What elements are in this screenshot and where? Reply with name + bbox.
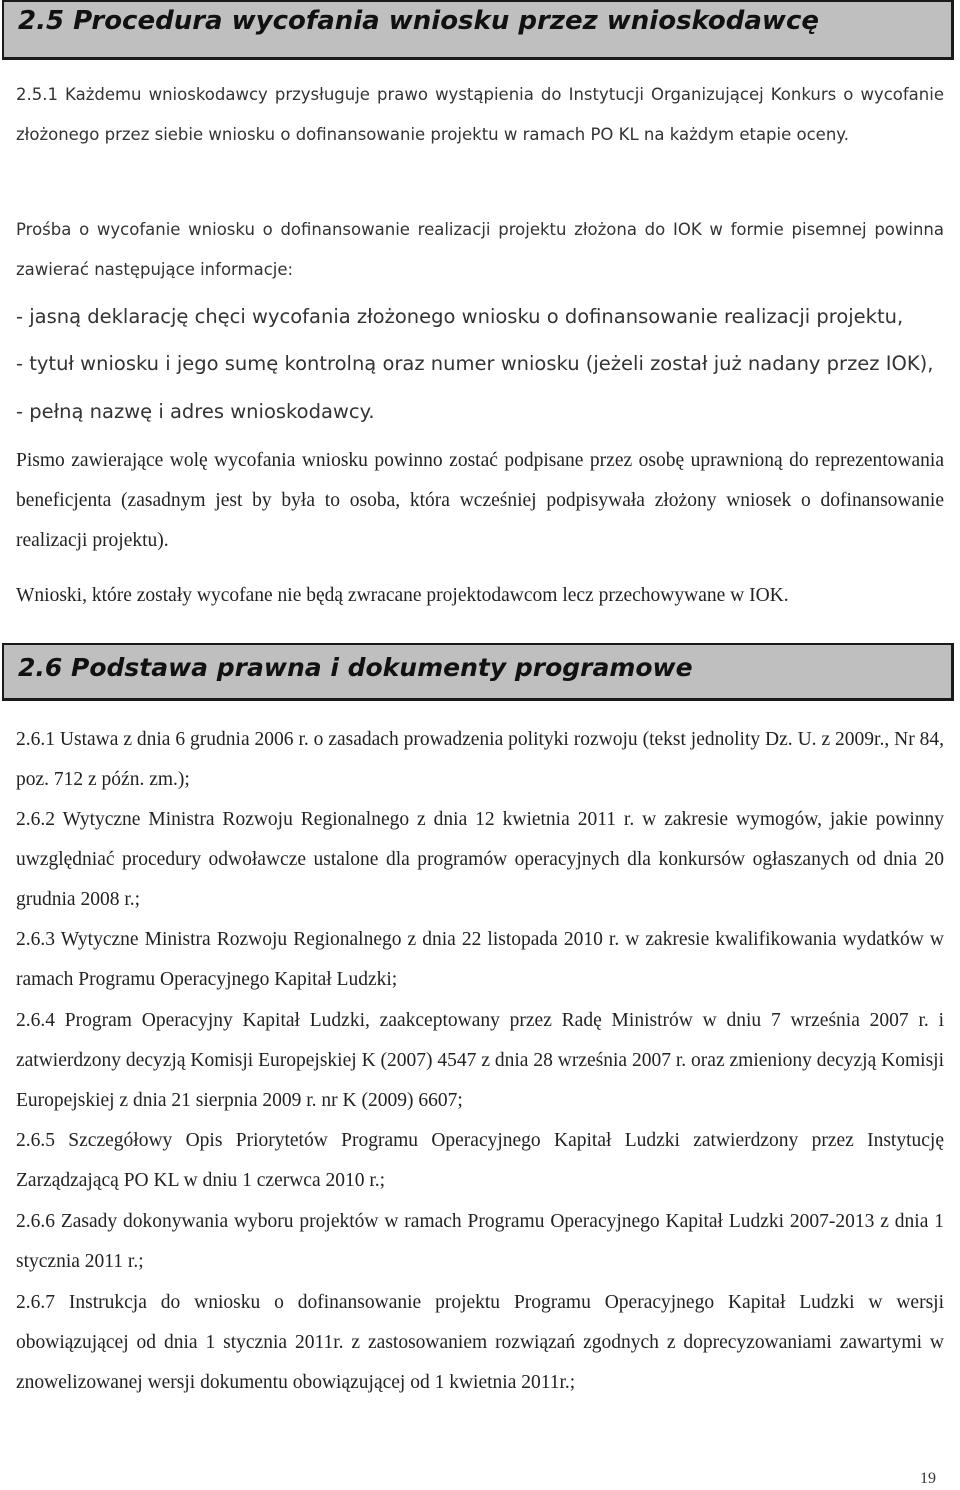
- storage-paragraph: Wnioski, które zostały wycofane nie będą zwracane projektodawcom lecz przechowywane w IOK.: [16, 585, 789, 606]
- signature-paragraph: Pismo zawierające wolę wycofania wniosku powinno zostać podpisane przez osobę uprawnioną do reprezentowania beneficjenta (zasadnym jest by była to osoba, która wcześniej podpisywała złożony wniosek o dofinansowanie realizacji projektu).: [16, 450, 944, 551]
- legal-item-2-6-4: 2.6.4 Program Operacyjny Kapitał Ludzki, zaakceptowany przez Radę Ministrów w dniu 7 września 2007 r. i zatwierdzony decyzją Komisji Europejskiej K (2007) 4547 z dnia 28 września 2007 r. oraz zmieniony decyzją Komisji Europejskiej z dnia 21 sierpnia 2009 r. nr K (2009) 6607;: [16, 1010, 944, 1111]
- request-item-title: - tytuł wniosku i jego sumę kontrolną oraz numer wniosku (jeżeli został już nadany przez IOK),: [16, 352, 934, 375]
- legal-item-2-6-5: 2.6.5 Szczegółowy Opis Priorytetów Programu Operacyjnego Kapitał Ludzki zatwierdzony przez Instytucję Zarządzającą PO KL w dniu 1 czerwca 2010 r.;: [16, 1130, 944, 1191]
- section-heading-2-5: 2.5 Procedura wycofania wniosku przez wnioskodawcę: [2, 0, 954, 60]
- legal-item-2-6-1: 2.6.1 Ustawa z dnia 6 grudnia 2006 r. o zasadach prowadzenia polityki rozwoju (tekst jednolity Dz. U. z 2009r., Nr 84, poz. 712 z późn. zm.);: [16, 729, 944, 790]
- request-item-address: - pełną nazwę i adres wnioskodawcy.: [16, 400, 375, 423]
- legal-item-2-6-7: 2.6.7 Instrukcja do wniosku o dofinansowanie projektu Programu Operacyjnego Kapitał Ludzki w wersji obowiązującej od dnia 1 stycznia 2011r. z zastosowaniem rozwiązań zgodnych z doprecyzowaniami zawartymi w znowelizowanej wersji dokumentu obowiązującej od 1 kwietnia 2011r.;: [16, 1292, 944, 1393]
- legal-item-2-6-6: 2.6.6 Zasady dokonywania wyboru projektów w ramach Programu Operacyjnego Kapitał Ludzki 2007-2013 z dnia 1 stycznia 2011 r.;: [16, 1211, 944, 1272]
- request-intro-paragraph: Prośba o wycofanie wniosku o dofinansowanie realizacji projektu złożona do IOK w formie pisemnej powinna zawierać następujące informacje:: [16, 220, 944, 279]
- paragraph-2-5-1: 2.5.1 Każdemu wnioskodawcy przysługuje prawo wystąpienia do Instytucji Organizującej Konkurs o wycofanie złożonego przez siebie wniosku o dofinansowanie projektu w ramach PO KL na każdym etapie oceny.: [16, 85, 944, 144]
- legal-item-2-6-2: 2.6.2 Wytyczne Ministra Rozwoju Regionalnego z dnia 12 kwietnia 2011 r. w zakresie wymogów, jakie powinny uwzględniać procedury odwoławcze ustalone dla programów operacyjnych dla konkursów ogłaszanych od dnia 20 grudnia 2008 r.;: [16, 809, 944, 910]
- request-item-declaration: - jasną deklarację chęci wycofania złożonego wniosku o dofinansowanie realizacji projektu,: [16, 305, 904, 328]
- section-heading-2-6: 2.6 Podstawa prawna i dokumenty programowe: [2, 643, 954, 701]
- legal-item-2-6-3: 2.6.3 Wytyczne Ministra Rozwoju Regionalnego z dnia 22 listopada 2010 r. w zakresie kwalifikowania wydatków w ramach Programu Operacyjnego Kapitał Ludzki;: [16, 929, 944, 990]
- page-number: 19: [920, 1470, 936, 1487]
